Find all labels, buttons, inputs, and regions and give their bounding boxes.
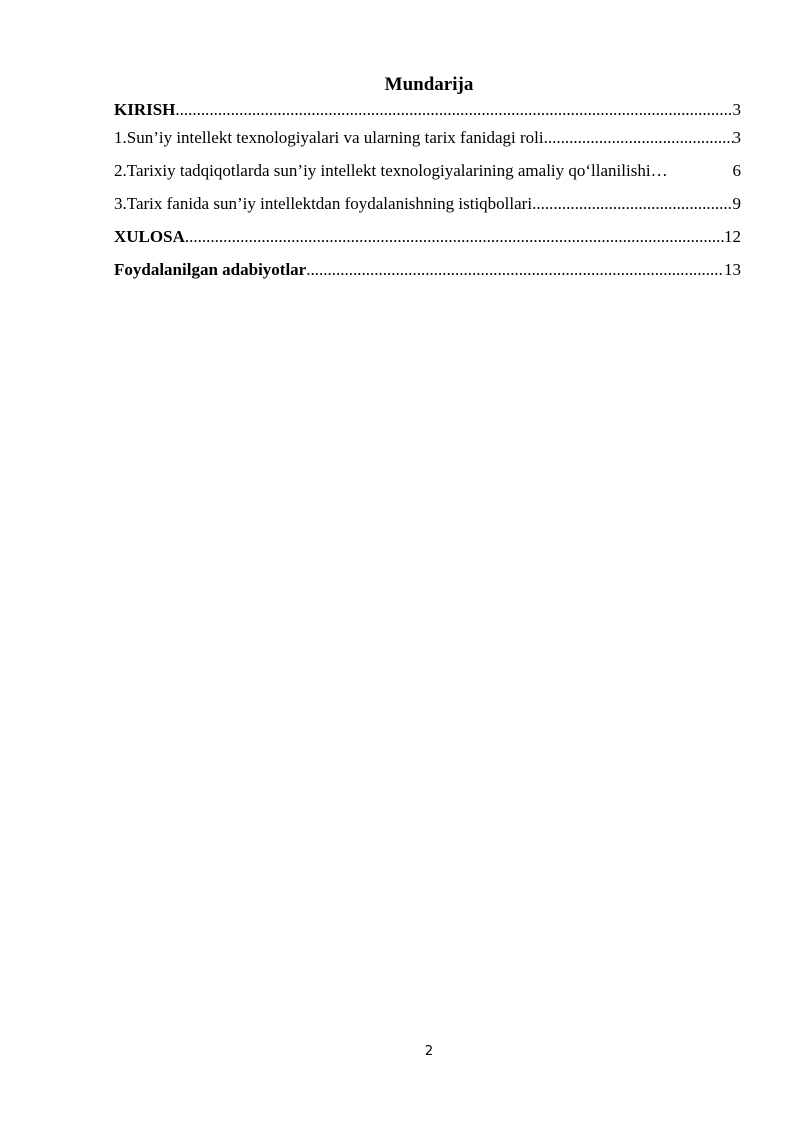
toc-entry-page: 13 bbox=[724, 260, 741, 279]
toc-entry-kirish[interactable] bbox=[114, 99, 741, 127]
toc-entry-text: Foydalanilgan adabiyotlar bbox=[114, 260, 307, 279]
toc-dot-leader bbox=[544, 127, 733, 149]
toc-dot-leader bbox=[532, 193, 732, 215]
toc-entry-section-3[interactable] bbox=[114, 193, 741, 226]
toc-entry-page: 3 bbox=[732, 100, 741, 119]
toc-dot-leader bbox=[306, 259, 724, 281]
toc-entry-page: 9 bbox=[732, 194, 741, 213]
toc-entry-xulosa[interactable] bbox=[114, 226, 741, 259]
page-number: 2 bbox=[424, 1044, 434, 1059]
toc-entry-page: 12 bbox=[724, 227, 741, 246]
toc-dot-leader bbox=[651, 160, 733, 182]
table-of-contents bbox=[114, 99, 741, 292]
toc-entry-section-2[interactable] bbox=[114, 160, 741, 193]
toc-entry-text: XULOSA bbox=[114, 227, 185, 246]
toc-entry-text: KIRISH bbox=[114, 100, 176, 119]
toc-entry-text: 2.Tarixiy tadqiqotlarda sun’iy intellekt texnologiyalarining amaliy qo‘llanilishi bbox=[114, 161, 651, 180]
toc-title: Mundarija bbox=[384, 74, 474, 95]
toc-dot-leader bbox=[185, 226, 724, 248]
toc-entry-page: 6 bbox=[732, 161, 741, 180]
toc-entry-text: 1.Sun’iy intellekt texnologiyalari va ularning tarix fanidagi roli bbox=[114, 128, 544, 147]
toc-entry-adabiyotlar[interactable] bbox=[114, 259, 741, 292]
toc-entry-section-1[interactable] bbox=[114, 127, 741, 160]
toc-entry-text: 3.Tarix fanida sun’iy intellektdan foydalanishning istiqbollari bbox=[114, 194, 533, 213]
toc-dot-leader bbox=[175, 99, 732, 121]
toc-entry-page: 3 bbox=[732, 128, 741, 147]
